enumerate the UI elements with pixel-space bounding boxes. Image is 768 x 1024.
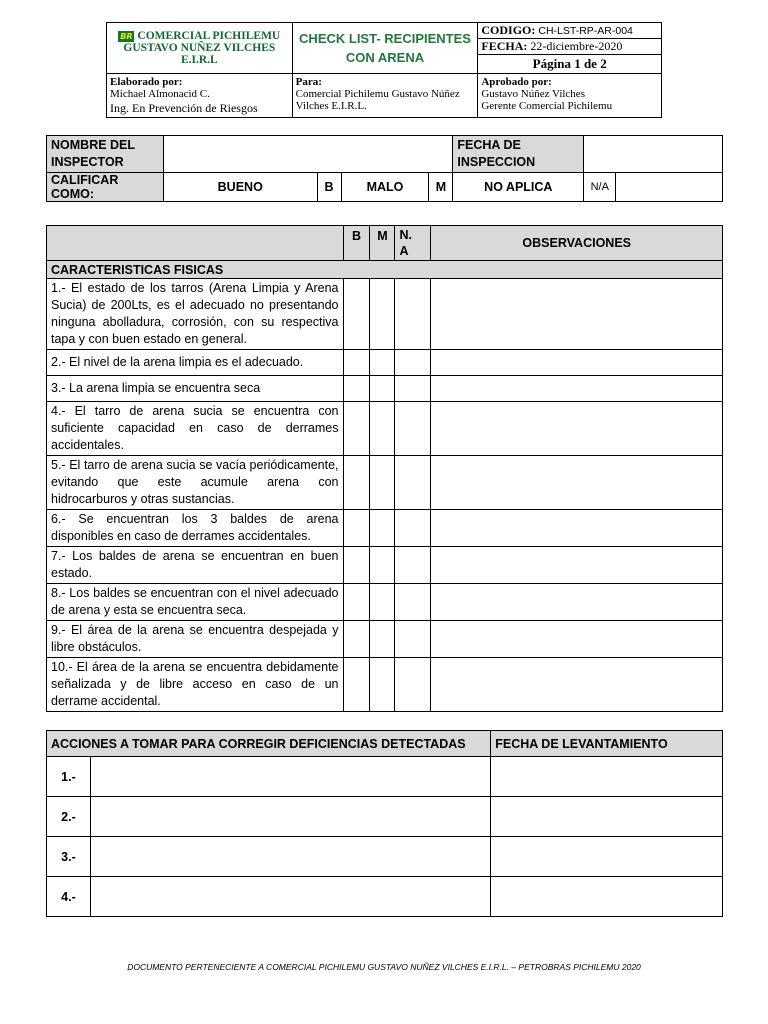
observacion-9[interactable]: [431, 621, 723, 658]
para-cell: [292, 74, 478, 118]
rating-blank: [616, 173, 723, 202]
rating-malo: MALO: [341, 173, 429, 202]
checklist-row: [47, 456, 723, 510]
check-na-7[interactable]: [395, 547, 431, 584]
observacion-4[interactable]: [431, 402, 723, 456]
calificar-label: CALIFICAR COMO:: [47, 173, 164, 202]
checklist-row: [47, 402, 723, 456]
fecha-value: 22-diciembre-2020: [530, 39, 623, 53]
action-date-4[interactable]: [491, 877, 723, 917]
nombre-label-line2: INSPECTOR: [51, 155, 124, 169]
check-b-7[interactable]: [343, 547, 370, 584]
rating-bueno: BUENO: [163, 173, 317, 202]
checklist-item-2: 2.- El nivel de la arena limpia es el adecuado.: [47, 350, 344, 376]
codigo-cell: [478, 23, 662, 39]
checklist-row: [47, 350, 723, 376]
check-na-2[interactable]: [395, 350, 431, 376]
checklist-item-7: 7.- Los baldes de arena se encuentran en buen estado.: [47, 547, 344, 584]
observacion-1[interactable]: [431, 279, 723, 350]
rating-b: B: [317, 173, 341, 202]
action-field-1[interactable]: [90, 757, 490, 797]
col-na-line1: N.: [399, 228, 412, 242]
observacion-10[interactable]: [431, 658, 723, 712]
action-number-2: 2.-: [47, 797, 91, 837]
check-m-6[interactable]: [370, 510, 395, 547]
col-b-header: B: [343, 226, 370, 261]
check-na-9[interactable]: [395, 621, 431, 658]
document-header: [106, 22, 662, 118]
check-b-5[interactable]: [343, 456, 370, 510]
check-m-3[interactable]: [370, 376, 395, 402]
title-cell: [292, 23, 478, 74]
checklist-row: [47, 547, 723, 584]
checklist-row: [47, 621, 723, 658]
checklist-table: [46, 225, 723, 712]
para-line2: Vilches E.I.R.L.: [295, 100, 367, 112]
aprobado-role: Gerente Comercial Pichilemu: [481, 100, 613, 112]
petrobras-logo-icon: BR: [120, 31, 133, 41]
check-na-4[interactable]: [395, 402, 431, 456]
aprobado-cell: [478, 74, 662, 118]
rating-no-aplica: NO APLICA: [453, 173, 584, 202]
company-name-line3: E.I.R.L: [180, 54, 218, 66]
check-m-5[interactable]: [370, 456, 395, 510]
check-b-3[interactable]: [343, 376, 370, 402]
check-m-2[interactable]: [370, 350, 395, 376]
check-b-2[interactable]: [343, 350, 370, 376]
check-m-10[interactable]: [370, 658, 395, 712]
checklist-row: [47, 510, 723, 547]
checklist-item-9: 9.- El área de la arena se encuentra despejada y libre obstáculos.: [47, 621, 344, 658]
document-footer: DOCUMENTO PERTENECIENTE A COMERCIAL PICHILEMU GUSTAVO NUÑEZ VILCHES E.I.R.L. – PETROBRAS PICHILEMU 2020: [127, 962, 641, 972]
codigo-label: CODIGO:: [481, 23, 536, 37]
observacion-6[interactable]: [431, 510, 723, 547]
observacion-7[interactable]: [431, 547, 723, 584]
check-na-3[interactable]: [395, 376, 431, 402]
para-line1: Comercial Pichilemu Gustavo Núñez: [295, 88, 460, 100]
checklist-item-1: 1.- El estado de los tarros (Arena Limpia y Arena Sucia) de 200Lts, es el adecuado no presentando ninguna abolladura, corrosión, con su respectiva tapa y con buen estado en general.: [47, 279, 344, 350]
actions-table: [46, 730, 723, 917]
check-na-8[interactable]: [395, 584, 431, 621]
observacion-5[interactable]: [431, 456, 723, 510]
checklist-header-blank: [47, 226, 344, 261]
elaborado-label: Elaborado por:: [110, 76, 183, 88]
check-b-4[interactable]: [343, 402, 370, 456]
fecha-cell: [478, 39, 662, 55]
aprobado-name: Gustavo Núñez Vilches: [481, 88, 585, 100]
checklist-item-4: 4.- El tarro de arena sucia se encuentra con suficiente capacidad en caso de derrames accidentales.: [47, 402, 344, 456]
rating-na: N/A: [584, 173, 616, 202]
check-b-6[interactable]: [343, 510, 370, 547]
action-number-3: 3.-: [47, 837, 91, 877]
para-label: Para:: [295, 76, 322, 88]
checklist-item-10: 10.- El área de la arena se encuentra debidamente señalizada y de libre acceso en caso de un derrame accidental.: [47, 658, 344, 712]
nombre-label-line1: NOMBRE DEL: [51, 138, 136, 152]
check-b-8[interactable]: [343, 584, 370, 621]
check-b-10[interactable]: [343, 658, 370, 712]
col-m-header: M: [370, 226, 395, 261]
action-row: [47, 797, 723, 837]
check-m-4[interactable]: [370, 402, 395, 456]
codigo-value: CH-LST-RP-AR-004: [538, 25, 633, 37]
col-na-line2: A: [399, 244, 409, 258]
action-row: [47, 837, 723, 877]
section-caracteristicas-fisicas: CARACTERISTICAS FISICAS: [47, 261, 723, 279]
rating-m: M: [429, 173, 453, 202]
col-observaciones-header: OBSERVACIONES: [431, 226, 723, 261]
check-na-10[interactable]: [395, 658, 431, 712]
checklist-item-5: 5.- El tarro de arena sucia se vacía periódicamente, evitando que este acumule arena con hidrocarburos y otras sustancias.: [47, 456, 344, 510]
checklist-row: [47, 658, 723, 712]
check-m-1[interactable]: [370, 279, 395, 350]
elaborado-role: Ing. En Prevención de Riesgos: [110, 101, 258, 115]
fecha-levantamiento-header: FECHA DE LEVANTAMIENTO: [491, 731, 723, 757]
action-field-4[interactable]: [90, 877, 490, 917]
col-na-header: [395, 226, 431, 261]
action-date-1[interactable]: [491, 757, 723, 797]
inspector-table: [46, 135, 723, 202]
check-na-6[interactable]: [395, 510, 431, 547]
nombre-inspector-field[interactable]: [163, 136, 453, 173]
fecha-inspeccion-field[interactable]: [584, 136, 723, 173]
aprobado-label: Aprobado por:: [481, 76, 552, 88]
observacion-3[interactable]: [431, 376, 723, 402]
check-m-8[interactable]: [370, 584, 395, 621]
elaborado-cell: [107, 74, 293, 118]
pagina: Página 1 de 2: [478, 55, 662, 74]
check-na-5[interactable]: [395, 456, 431, 510]
checklist-row: [47, 279, 723, 350]
check-na-1[interactable]: [395, 279, 431, 350]
check-b-1[interactable]: [343, 279, 370, 350]
action-row: [47, 877, 723, 917]
check-b-9[interactable]: [343, 621, 370, 658]
company-cell: [107, 23, 293, 74]
action-field-2[interactable]: [90, 797, 490, 837]
action-number-4: 4.-: [47, 877, 91, 917]
company-name-line2: GUSTAVO NUÑEZ VILCHES: [123, 42, 276, 54]
checklist-item-3: 3.- La arena limpia se encuentra seca: [47, 376, 344, 402]
document-title: CHECK LIST- RECIPIENTES CON ARENA: [299, 31, 471, 65]
fecha-inspeccion-label: [453, 136, 584, 173]
checklist-item-6: 6.- Se encuentran los 3 baldes de arena disponibles en caso de derrames accidentales.: [47, 510, 344, 547]
action-field-3[interactable]: [90, 837, 490, 877]
acciones-header: ACCIONES A TOMAR PARA CORREGIR DEFICIENCIAS DETECTADAS: [47, 731, 491, 757]
check-m-9[interactable]: [370, 621, 395, 658]
observacion-2[interactable]: [431, 350, 723, 376]
checklist-row: [47, 584, 723, 621]
check-m-7[interactable]: [370, 547, 395, 584]
fecha-label: FECHA:: [481, 39, 528, 53]
company-name-line1: COMERCIAL PICHILEMU: [137, 30, 281, 42]
observacion-8[interactable]: [431, 584, 723, 621]
elaborado-name: Michael Almonacid C.: [110, 88, 210, 100]
action-date-2[interactable]: [491, 797, 723, 837]
action-number-1: 1.-: [47, 757, 91, 797]
checklist-item-8: 8.- Los baldes se encuentran con el nivel adecuado de arena y esta se encuentra seca.: [47, 584, 344, 621]
fecha-label-line2: INSPECCION: [457, 155, 536, 169]
checklist-row: [47, 376, 723, 402]
fecha-label-line1: FECHA DE: [457, 138, 521, 152]
action-row: [47, 757, 723, 797]
nombre-inspector-label: [47, 136, 164, 173]
action-date-3[interactable]: [491, 837, 723, 877]
